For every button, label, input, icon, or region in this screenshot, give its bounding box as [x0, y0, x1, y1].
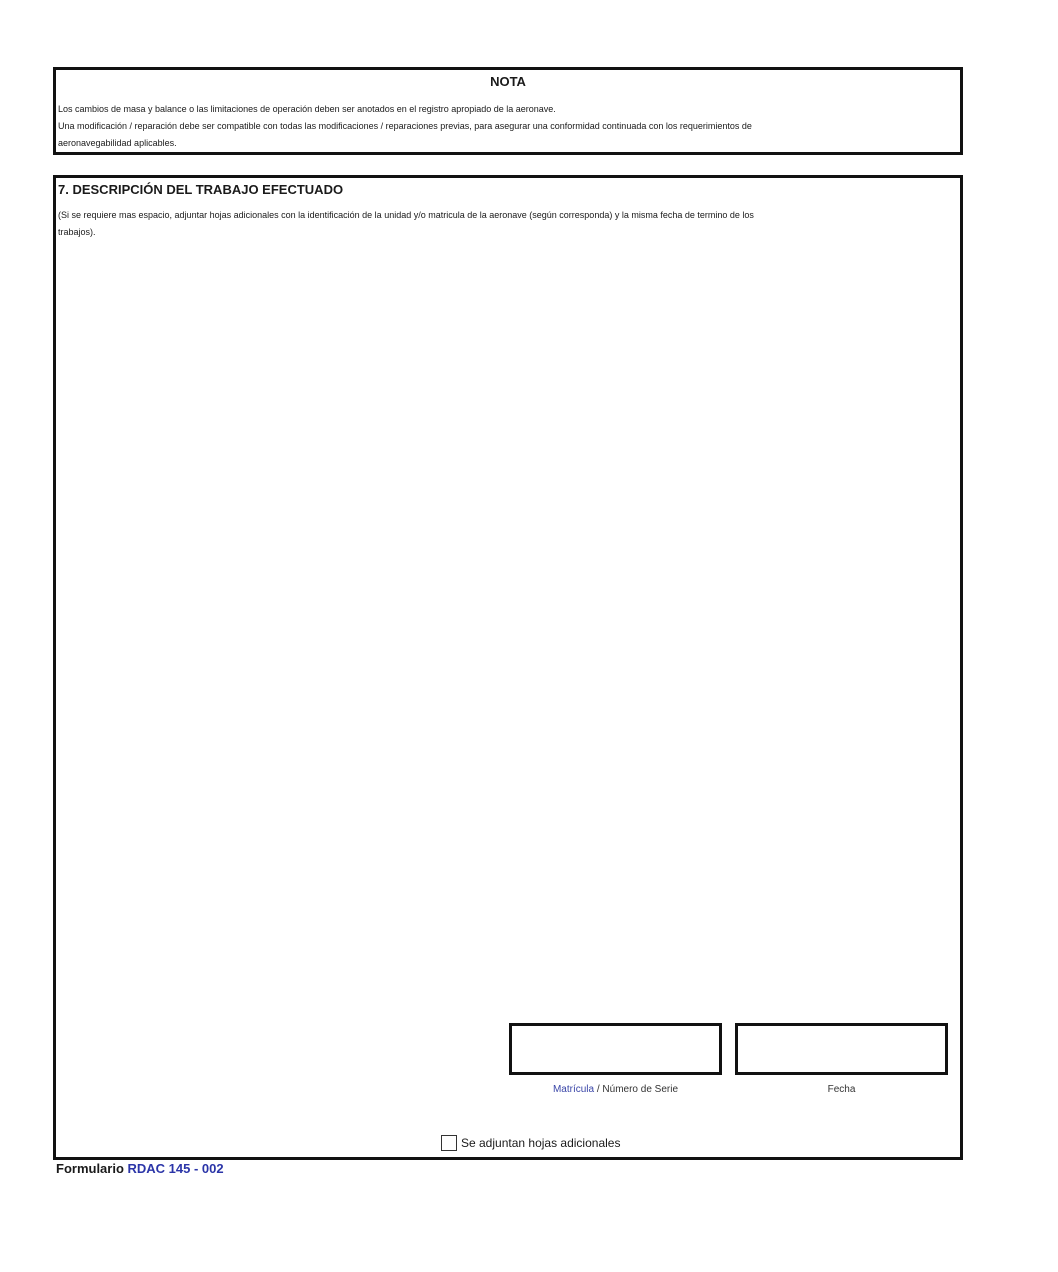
nota-line: Los cambios de masa y balance o las limitaciones de operación deben ser anotados en el registro apropiado de la aeronave.: [58, 104, 556, 114]
date-input[interactable]: [735, 1023, 948, 1075]
matricula-label-word: Matrícula: [552, 1084, 595, 1095]
date-label: Fecha: [827, 1084, 856, 1095]
matricula-serial-input[interactable]: [509, 1023, 722, 1075]
section-title: 7. DESCRIPCIÓN DEL TRABAJO EFECTUADO: [58, 182, 344, 197]
nota-line: aeronavegabilidad aplicables.: [58, 138, 177, 148]
section-instructions-line: trabajos).: [58, 227, 96, 237]
section-instructions-line: (Si se requiere mas espacio, adjuntar hojas adicionales con la identificación de la unidad y/o matricula de la aeronave (según corresponda) y la misma fecha de termino de los: [58, 210, 754, 220]
work-description-section: [53, 175, 963, 1160]
nota-box: [53, 67, 963, 155]
nota-line: Una modificación / reparación debe ser compatible con todas las modificaciones / reparaciones previas, para asegurar una conformidad continuada con los requerimientos de: [58, 121, 752, 131]
serial-label-word: / Número de Serie: [594, 1084, 679, 1095]
footer-prefix: Formulario: [56, 1161, 128, 1176]
form-footer: [56, 1161, 224, 1176]
work-description-textarea[interactable]: [60, 244, 956, 1018]
nota-title: NOTA: [490, 74, 526, 89]
attach-sheets-option[interactable]: [441, 1134, 620, 1152]
matricula-serial-label: [509, 1084, 722, 1095]
attach-sheets-label: Se adjuntan hojas adicionales: [461, 1136, 621, 1150]
form-code: RDAC 145 - 002: [127, 1161, 224, 1176]
attach-sheets-checkbox[interactable]: [441, 1135, 457, 1151]
